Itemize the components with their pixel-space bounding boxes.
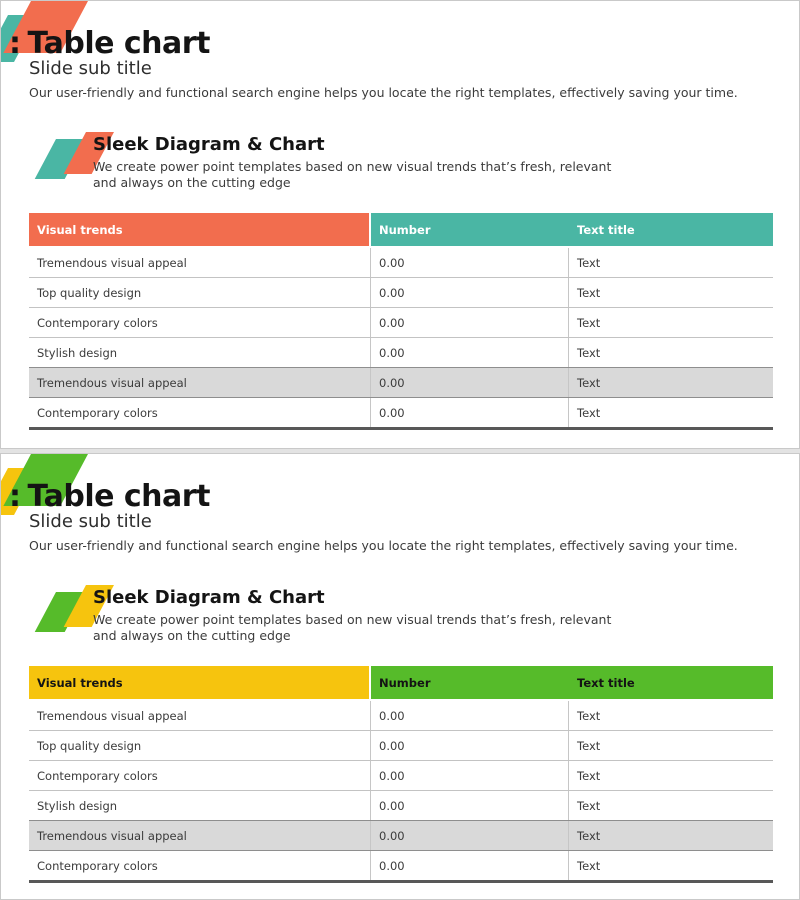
title-colon: : — [9, 26, 21, 61]
section-subtitle-line1: We create power point templates based on new visual trends that’s fresh, relevant — [93, 612, 612, 627]
section-subtitle — [93, 612, 613, 645]
column-header-text-title: Text title — [569, 213, 773, 246]
table-row — [29, 850, 773, 880]
slide-subtitle: Slide sub title — [29, 58, 152, 79]
data-table — [29, 666, 773, 883]
column-header-visual-trends: Visual trends — [29, 213, 371, 246]
section-title: Sleek Diagram & Chart — [93, 134, 325, 155]
cell-label: Contemporary colors — [29, 851, 371, 880]
cell-text: Text — [577, 345, 601, 360]
cell-label: Stylish design — [29, 338, 371, 367]
cell-text: Text — [577, 255, 601, 270]
cell-number: 0.00 — [371, 851, 569, 880]
cell-text: Text — [577, 798, 601, 813]
cell-label: Contemporary colors — [29, 308, 371, 337]
section-title: Sleek Diagram & Chart — [93, 587, 325, 608]
cell-text: Text — [577, 858, 601, 873]
cell-text: Text — [577, 828, 601, 843]
page-title — [9, 26, 210, 61]
table-row-highlighted — [29, 367, 773, 397]
cell-text: Text — [577, 738, 601, 753]
cell-text: Text — [577, 315, 601, 330]
cell-number: 0.00 — [371, 791, 569, 820]
cell-number: 0.00 — [371, 368, 569, 397]
cell-label: Stylish design — [29, 791, 371, 820]
cell-label: Contemporary colors — [29, 398, 371, 427]
table-row — [29, 307, 773, 337]
table-row — [29, 397, 773, 427]
column-header-visual-trends: Visual trends — [29, 666, 371, 699]
cell-number: 0.00 — [371, 308, 569, 337]
table-header-row — [29, 213, 773, 246]
cell-number: 0.00 — [371, 338, 569, 367]
table-row — [29, 246, 773, 277]
table-row — [29, 760, 773, 790]
column-header-number: Number — [371, 666, 569, 699]
cell-number: 0.00 — [371, 248, 569, 277]
cell-number: 0.00 — [371, 761, 569, 790]
section-subtitle-line1: We create power point templates based on new visual trends that’s fresh, relevant — [93, 159, 612, 174]
slide-thumbnail-yellow-green[interactable] — [0, 453, 800, 900]
cell-text: Text — [577, 405, 601, 420]
table-row — [29, 337, 773, 367]
table-row — [29, 699, 773, 730]
table-body — [29, 699, 773, 883]
title-text: Table chart — [27, 479, 210, 514]
table-row-highlighted — [29, 820, 773, 850]
slide-subtitle: Slide sub title — [29, 511, 152, 532]
data-table — [29, 213, 773, 430]
title-colon: : — [9, 479, 21, 514]
column-header-text-title: Text title — [569, 666, 773, 699]
cell-text: Text — [577, 375, 601, 390]
cell-label: Top quality design — [29, 731, 371, 760]
section-subtitle-line2: and always on the cutting edge — [93, 175, 291, 191]
table-row — [29, 790, 773, 820]
slide-thumbnail-orange-teal[interactable] — [0, 0, 800, 449]
column-header-number: Number — [371, 213, 569, 246]
cell-text: Text — [577, 708, 601, 723]
slide-description: Our user-friendly and functional search engine helps you locate the right templates, effectively saving your time. — [29, 85, 738, 100]
cell-label: Top quality design — [29, 278, 371, 307]
title-text: Table chart — [27, 26, 210, 61]
cell-text: Text — [577, 768, 601, 783]
cell-number: 0.00 — [371, 821, 569, 850]
cell-label: Tremendous visual appeal — [29, 821, 371, 850]
table-row — [29, 277, 773, 307]
cell-number: 0.00 — [371, 701, 569, 730]
cell-text: Text — [577, 285, 601, 300]
cell-label: Tremendous visual appeal — [29, 368, 371, 397]
page-title — [9, 479, 210, 514]
cell-number: 0.00 — [371, 278, 569, 307]
section-subtitle-line2: and always on the cutting edge — [93, 628, 291, 644]
cell-number: 0.00 — [371, 398, 569, 427]
section-subtitle — [93, 159, 613, 192]
table-body — [29, 246, 773, 430]
table-header-row — [29, 666, 773, 699]
cell-label: Tremendous visual appeal — [29, 701, 371, 730]
cell-label: Contemporary colors — [29, 761, 371, 790]
cell-label: Tremendous visual appeal — [29, 248, 371, 277]
table-row — [29, 730, 773, 760]
slide-description: Our user-friendly and functional search engine helps you locate the right templates, effectively saving your time. — [29, 538, 738, 553]
cell-number: 0.00 — [371, 731, 569, 760]
